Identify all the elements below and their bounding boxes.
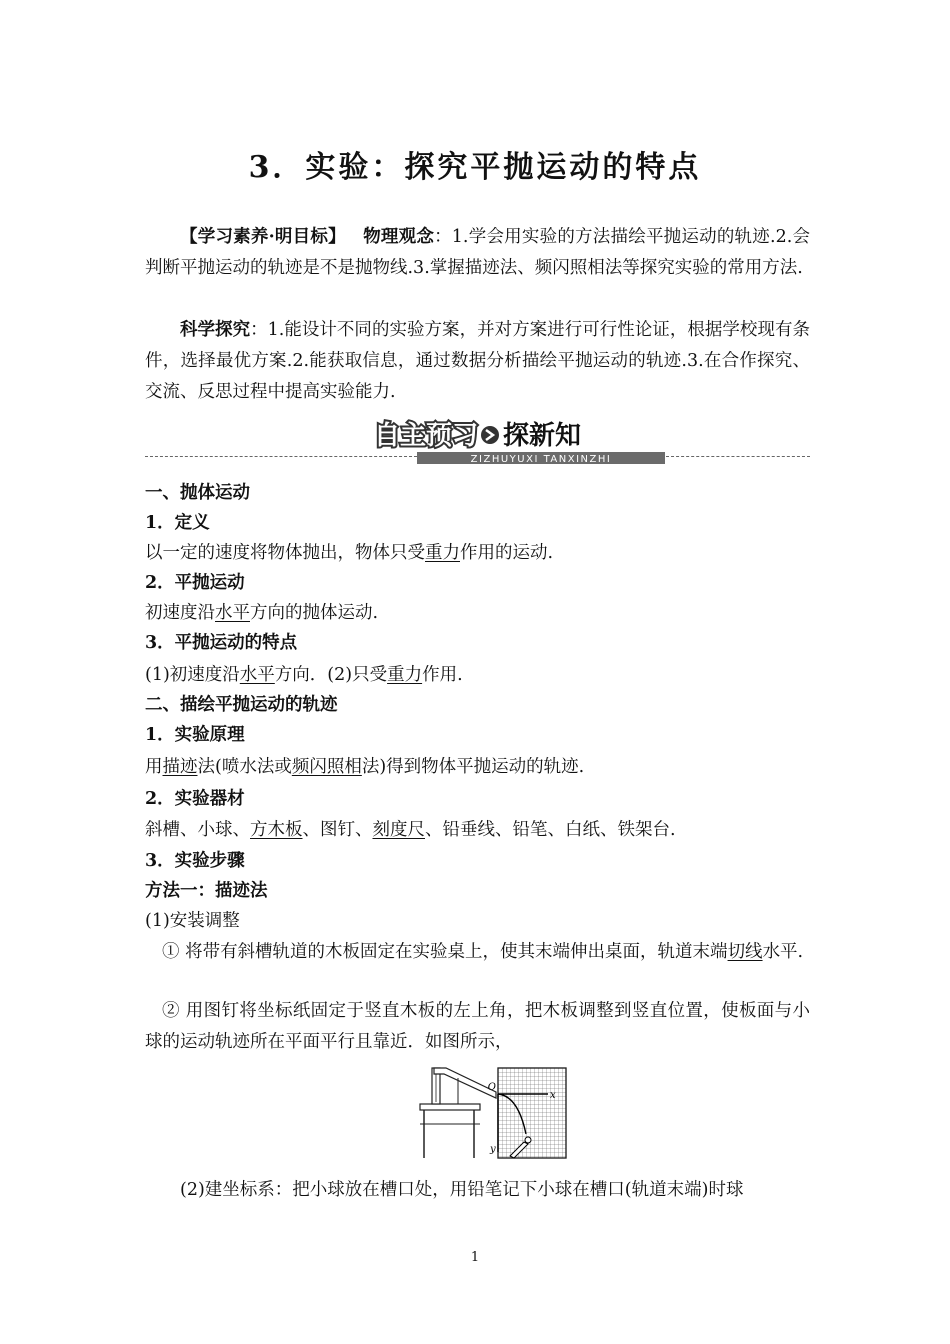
banner-right-text: 探新知 <box>503 421 582 451</box>
text-fragment: 法)得到物体平抛运动的轨迹. <box>361 757 585 777</box>
answer-blank: 水平 <box>215 603 250 623</box>
banner-pinyin: ZIZHUYUXI TANXINZHI <box>470 454 612 464</box>
answer-blank: 方木板 <box>250 820 303 840</box>
answer-blank: 频闪照相 <box>291 757 362 777</box>
text-fragment: 方向．(2)只受 <box>274 665 388 685</box>
sec1-heading: 一、抛体运动 <box>145 483 250 503</box>
text-fragment: 方向的抛体运动. <box>250 603 379 623</box>
intro-paragraph-2 <box>145 315 810 408</box>
sec2-sub1-text <box>145 752 584 782</box>
banner-graphic <box>145 418 810 464</box>
intro-tag: 【学习素养·明目标】 <box>180 227 346 247</box>
method1-heading: 方法一：描迹法 <box>145 881 268 901</box>
step1-item-2: ② 用图钉将坐标纸固定于竖直木板的左上角，把木板调整到竖直位置，使板面与小球的运动轨迹所在平面平行且靠近．如图所示， <box>145 1001 810 1052</box>
step1-heading: (1)安装调整 <box>145 911 240 931</box>
text-fragment: 用 <box>145 757 163 777</box>
page-number: 1 <box>470 1250 480 1265</box>
intro-paragraph-1 <box>145 222 810 284</box>
page-title: 3．实验：探究平抛运动的特点 <box>248 150 702 185</box>
sec2-sub1-heading: 1．实验原理 <box>145 725 245 745</box>
figure-label-o: O <box>487 1082 496 1093</box>
sec2-sub2-text <box>145 815 676 845</box>
intro-p2-text: ：1.能设计不同的实验方案，并对方案进行可行性论证，根据学校现有条件，选择最优方案.2.能获取信息，通过数据分析描绘平抛运动的轨迹.3.在合作探究、交流、反思过程中提高实验能力. <box>145 320 810 402</box>
banner-left-text: 自主预习 <box>373 421 478 451</box>
banner-arrow-icon <box>481 426 499 444</box>
sec1-sub1-heading: 1．定义 <box>145 513 210 533</box>
answer-blank: 描迹 <box>162 757 198 777</box>
intro-p1-head: 物理观念 <box>363 227 435 247</box>
intro-p1-text: ：1.学会用实验的方法描绘平抛运动的轨迹.2.会判断平抛运动的轨迹是不是抛物线.3.掌握描迹法、频闪照相法等探究实验的常用方法. <box>145 227 810 278</box>
text-fragment: (1)初速度沿 <box>145 665 240 685</box>
sec1-sub3-text <box>145 660 463 690</box>
text-fragment: 作用. <box>422 665 463 685</box>
step2-text: (2)建坐标系：把小球放在槽口处，用铅笔记下小球在槽口(轨道末端)时球 <box>180 1180 744 1200</box>
apparatus-figure <box>418 1064 570 1160</box>
text-fragment: 以一定的速度将物体抛出，物体只受 <box>145 543 425 563</box>
apparatus-diagram <box>418 1064 570 1160</box>
text-fragment: 斜槽、小球、 <box>145 820 250 840</box>
answer-blank: 重力 <box>425 543 460 563</box>
answer-blank: 刻度尺 <box>372 820 425 840</box>
answer-blank: 重力 <box>387 665 423 685</box>
answer-blank: 切线 <box>727 942 763 962</box>
step1-item-1 <box>145 937 810 968</box>
text-fragment: ① 将带有斜槽轨道的木板固定在实验桌上，使其末端伸出桌面，轨道末端 <box>162 942 728 962</box>
answer-blank: 水平 <box>239 665 275 685</box>
sec2-sub2-heading: 2．实验器材 <box>145 789 245 809</box>
sec2-sub3-heading: 3．实验步骤 <box>145 851 245 871</box>
sec1-sub3-heading: 3．平抛运动的特点 <box>145 633 298 653</box>
section-banner <box>145 418 810 464</box>
figure-label-y: y <box>490 1144 496 1155</box>
text-fragment: 法(喷水法或 <box>197 757 292 777</box>
sec1-sub2-heading: 2．平抛运动 <box>145 573 245 593</box>
text-fragment: 作用的运动. <box>460 543 554 563</box>
text-fragment: 、铅垂线、铅笔、白纸、铁架台. <box>425 820 676 840</box>
intro-p2-head: 科学探究 <box>180 320 251 340</box>
figure-label-x: x <box>550 1090 556 1101</box>
sec2-heading: 二、描绘平抛运动的轨迹 <box>145 695 338 715</box>
text-fragment: 水平. <box>762 942 804 962</box>
sec1-sub1-text <box>145 538 553 568</box>
text-fragment: 、图钉、 <box>302 820 373 840</box>
text-fragment: 初速度沿 <box>145 603 215 623</box>
sec1-sub2-text <box>145 598 378 628</box>
